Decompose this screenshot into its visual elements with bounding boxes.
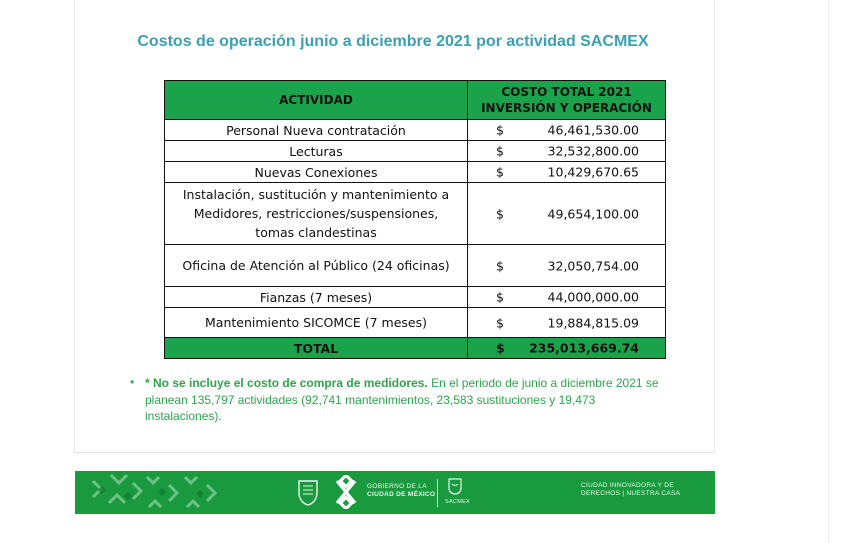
currency-symbol: $ (496, 122, 504, 138)
total-amount: 235,013,669.74 (529, 340, 639, 356)
header-activity: ACTIVIDAD (165, 81, 468, 120)
amount-value: 10,429,670.65 (547, 164, 639, 180)
footnote-bullet: • (130, 375, 135, 389)
activity-line: Oficina de Atención al Público (24 oficinas) (182, 258, 450, 273)
footer-separator (437, 479, 438, 507)
currency-symbol: $ (496, 143, 504, 159)
sacmex-label: SACMEX (445, 499, 471, 505)
sacmex-logo-icon (447, 477, 463, 495)
activity-line: tomas clandestinas (255, 225, 377, 240)
costs-table (164, 80, 666, 359)
header-cost-line1: COSTO TOTAL 2021 (501, 85, 632, 99)
amount-cell (468, 120, 666, 141)
viewer-edge (828, 0, 829, 543)
activity-cell (165, 141, 468, 162)
activity-line: Personal Nueva contratación (226, 122, 406, 138)
header-cost (468, 81, 666, 120)
page-border-bottom (74, 452, 715, 453)
page-title: Costos de operación junio a diciembre 2021 por actividad SACMEX (137, 33, 649, 50)
cdmx-logo-icon (331, 475, 361, 509)
amount-value: 49,654,100.00 (547, 206, 639, 221)
amount-cell (468, 308, 666, 338)
table-row (165, 183, 666, 245)
coat-of-arms-icon (297, 477, 319, 507)
activity-cell (165, 245, 468, 287)
currency-symbol: $ (496, 164, 504, 180)
currency-symbol: $ (496, 206, 504, 221)
page-border-left (74, 0, 75, 453)
slogan-line1: CIUDAD INNOVADORA Y DE (581, 482, 674, 489)
activity-cell (165, 162, 468, 183)
footnote-text: En el periodo de junio a diciembre 2021 se planean 135,797 actividades (92,741 mantenimientos, 23,583 sustituciones y 19,473 instalaciones). (145, 376, 659, 423)
activity-line: Medidores, restricciones/suspensiones, (193, 206, 439, 221)
activity-cell (165, 308, 468, 338)
amount-value: 32,532,800.00 (547, 143, 639, 159)
header-cost-line2: INVERSIÓN Y OPERACIÓN (481, 101, 652, 115)
amount-value: 46,461,530.00 (547, 122, 639, 138)
amount-value: 32,050,754.00 (547, 258, 639, 273)
activity-line: Lecturas (289, 143, 343, 159)
table-header-row (165, 81, 666, 120)
amount-cell (468, 162, 666, 183)
currency-symbol: $ (496, 258, 504, 273)
currency-symbol: $ (496, 315, 504, 330)
amount-value: 19,884,815.09 (547, 315, 639, 330)
amount-cell (468, 287, 666, 308)
activity-cell (165, 287, 468, 308)
total-label: TOTAL (165, 338, 468, 359)
activity-line: Fianzas (7 meses) (259, 289, 373, 305)
table-row (165, 120, 666, 141)
activity-line: Nuevas Conexiones (254, 164, 378, 180)
currency-symbol: $ (496, 289, 504, 305)
slogan-line2: DERECHOS | NUESTRA CASA (581, 490, 681, 497)
total-row (165, 338, 666, 359)
footer-banner (75, 471, 715, 514)
decorative-pattern-icon (89, 473, 219, 513)
activity-line: Instalación, sustitución y mantenimiento a (182, 187, 450, 202)
gov-line1: GOBIERNO DE LA (367, 483, 427, 490)
amount-cell (468, 245, 666, 287)
page-border-right (714, 0, 715, 453)
total-amount-cell (468, 338, 666, 359)
table-row (165, 287, 666, 308)
footnote (130, 375, 670, 425)
activity-cell (165, 120, 468, 141)
table-row (165, 141, 666, 162)
footnote-bold: * No se incluye el costo de compra de medidores. (145, 376, 428, 390)
table-row (165, 245, 666, 287)
table-row (165, 162, 666, 183)
table-row (165, 308, 666, 338)
activity-line: Mantenimiento SICOMCE (7 meses) (205, 315, 427, 330)
amount-cell (468, 141, 666, 162)
currency-symbol: $ (496, 340, 505, 356)
amount-cell (468, 183, 666, 245)
amount-value: 44,000,000.00 (547, 289, 639, 305)
activity-cell (165, 183, 468, 245)
gov-line2: CIUDAD DE MÉXICO (367, 491, 436, 498)
